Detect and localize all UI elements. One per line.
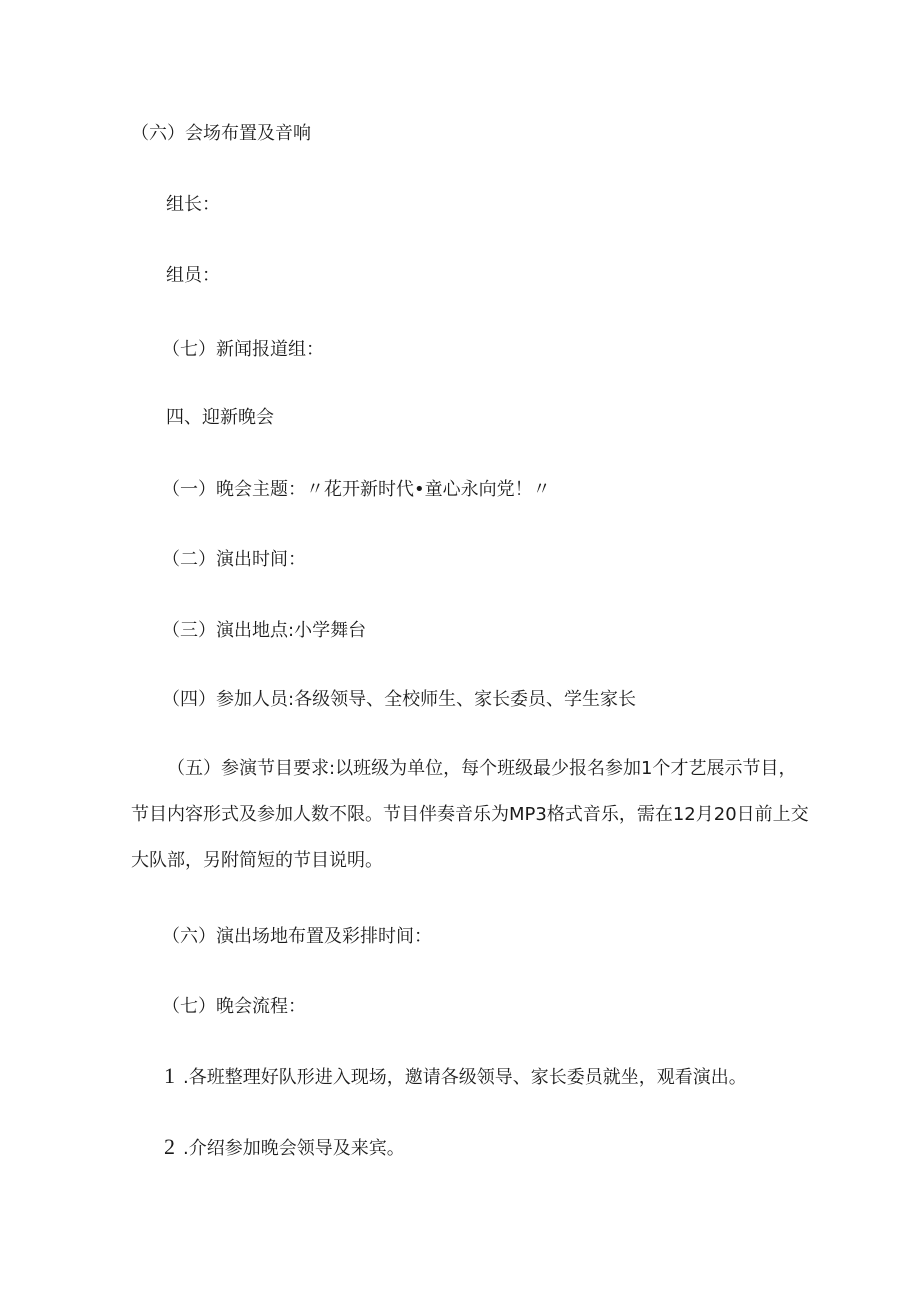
performance-location: （三）演出地点:小学舞台 — [162, 620, 367, 641]
step-text: .介绍参加晚会领导及来宾。 — [183, 1138, 405, 1159]
section-heading-venue-sound: （六）会场布置及音响 — [131, 123, 311, 144]
party-procedure: （七）晚会流程： — [162, 996, 306, 1017]
section-title-welcome-party: 四、迎新晚会 — [166, 407, 274, 428]
performance-time: （二）演出时间： — [162, 549, 306, 570]
section-heading-news-group: （七）新闻报道组： — [162, 339, 324, 360]
party-theme: （一）晚会主题：〃花开新时代•童心永向党！〃 — [162, 479, 551, 500]
participants: （四）参加人员:各级领导、全校师生、家长委员、学生家长 — [162, 689, 637, 710]
procedure-step-1 — [164, 1064, 747, 1090]
step-number: 2 — [164, 1134, 175, 1159]
member-label: 组员： — [166, 265, 220, 286]
program-requirements: （五）参演节目要求:以班级为单位，每个班级最少报名参加1个才艺展示节目，节目内容形式及参加人数不限。节目伴奏音乐为MP3格式音乐，需在12月20日前上交大队部，另附简短的节目说明。 — [131, 758, 809, 871]
venue-rehearsal-time: （六）演出场地布置及彩排时间： — [162, 926, 432, 947]
leader-label: 组长： — [166, 194, 220, 215]
step-number: 1 — [164, 1063, 175, 1088]
procedure-step-2 — [164, 1135, 405, 1161]
step-text: .各班整理好队形进入现场，邀请各级领导、家长委员就坐，观看演出。 — [183, 1067, 747, 1088]
